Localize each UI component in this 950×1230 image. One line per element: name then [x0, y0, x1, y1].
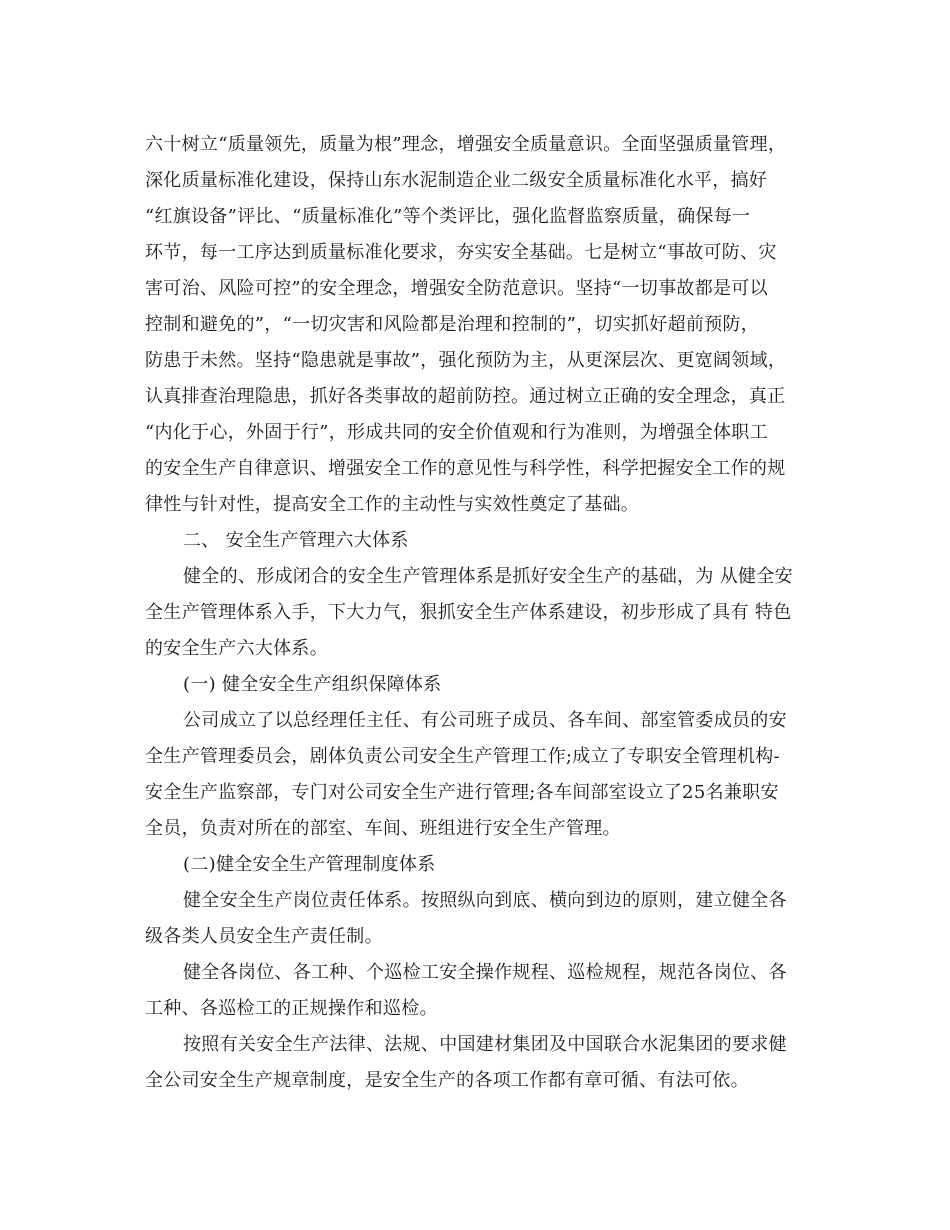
- text-line: 健全各岗位、各工种、个巡检工安全操作规程、巡检规程，规范各岗位、各: [183, 962, 787, 983]
- text-line: 全公司安全生产规章制度，是安全生产的各项工作都有章可循、有法可依。: [145, 1070, 749, 1091]
- text-line: 全生产管理体系入手，下大力气，狠抓安全生产体系建设，初步形成了具有 特色: [145, 602, 792, 623]
- text-line: 公司成立了以总经理任主任、有公司班子成员、各车间、部室管委成员的安: [183, 710, 787, 731]
- text-line: 六十树立“质量领先，质量为根”理念，增强安全质量意识。全面坚强质量管理，: [145, 134, 787, 155]
- section-heading: 二、 安全生产管理六大体系: [183, 530, 409, 551]
- text-line: 健全安全生产岗位责任体系。按照纵向到底、横向到边的原则，建立健全各: [183, 890, 787, 911]
- text-line: 环节，每一工序达到质量标准化要求，夯实安全基础。七是树立“事故可防、灾: [145, 242, 777, 263]
- text-line: 的安全生产六大体系。: [145, 638, 328, 659]
- text-line: 全员，负责对所在的部室、车间、班组进行安全生产管理。: [145, 818, 621, 839]
- document-body: [145, 127, 810, 1099]
- text-line: “红旗设备”评比、“质量标准化”等个类评比，强化监督监察质量，确保每一: [145, 206, 751, 227]
- text-line: 工种、各巡检工的正规操作和巡检。: [145, 998, 438, 1019]
- text-line: 害可治、风险可控”的安全理念，增强安全防范意识。坚持“一切事故都是可以: [145, 278, 768, 299]
- text-line: 深化质量标准化建设，保持山东水泥制造企业二级安全质量标准化水平，搞好: [145, 170, 768, 191]
- text-line: 认真排查治理隐患，抓好各类事故的超前防控。通过树立正确的安全理念，真正: [145, 386, 786, 407]
- text-line: 级各类人员安全生产责任制。: [145, 926, 383, 947]
- text-line: 全生产管理委员会，剧体负责公司安全生产管理工作;成立了专职安全管理机构-: [145, 746, 780, 767]
- subsection-heading: (一) 健全安全生产组织保障体系: [183, 674, 442, 695]
- text-line: 防患于未然。坚持“隐患就是事故”，强化预防为主，从更深层次、更宽阔领域，: [145, 350, 787, 371]
- subsection-heading: (二)健全安全生产管理制度体系: [183, 854, 436, 875]
- text-line: 的安全生产自律意识、增强安全工作的意见性与科学性，科学把握安全工作的规: [145, 458, 786, 479]
- text-line: 健全的、形成闭合的安全生产管理体系是抓好安全生产的基础，为 从健全安: [183, 566, 793, 587]
- text-line: 按照有关安全生产法律、法规、中国建材集团及中国联合水泥集团的要求健: [183, 1034, 787, 1055]
- text-line: “内化于心，外固于行”，形成共同的安全价值观和行为准则，为增强全体职工: [145, 422, 768, 443]
- text-line: 律性与针对性，提高安全工作的主动性与实效性奠定了基础。: [145, 494, 640, 515]
- text-line: 控制和避免的”，“一切灾害和风险都是治理和控制的”，切实抓好超前预防，: [145, 314, 760, 335]
- text-line: 安全生产监察部，专门对公司安全生产进行管理;各车间部室设立了25名兼职安: [145, 782, 779, 803]
